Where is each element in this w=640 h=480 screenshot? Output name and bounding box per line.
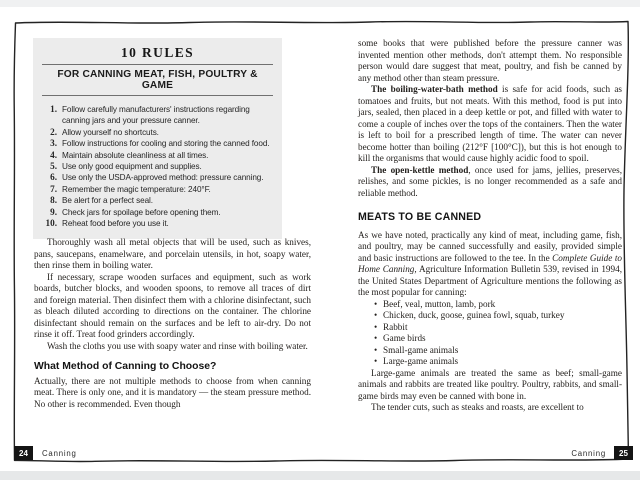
bullet-icon: • [374,333,378,343]
rule-text: Use only the USDA-approved method: pressure canning. [62,173,264,183]
list-item-text: Chicken, duck, goose, guinea fowl, squab, turkey [383,310,565,320]
rule-text: Follow instructions for cooling and storing the canned food. [62,139,270,149]
list-item-text: Small-game animals [383,344,459,355]
running-footer-right: Canning [571,449,606,458]
rule-text: Remember the magic temperature: 240°F. [62,184,211,194]
paragraph: Large-game animals are treated the same as beef; small-game animals and rabbits are treated like poultry. Poultry, rabbits, and small-game birds may even be canned with bone in. [358,367,622,401]
bold-lead: The boiling-water-bath method [371,84,498,94]
rule-text: Allow yourself no shortcuts. [62,127,159,137]
rule-number: 9. [50,206,57,217]
rule-item [41,218,274,229]
rules-box-subtitle: FOR CANNING MEAT, FISH, POULTRY & GAME [57,69,258,91]
rule-text: Reheat food before you use it. [62,219,169,229]
section-heading-method: What Method of Canning to Choose? [34,361,217,372]
book-title-italic: Complete Guide to Home Canning, [358,252,622,274]
paragraph: Wash the cloths you use with soapy water and rinse with boiling water. [47,340,308,351]
paragraph [358,165,622,200]
running-footer-left: Canning [42,449,77,458]
rule-number: 5. [50,161,57,172]
rule-item [41,150,274,161]
page-number-box-left [14,446,33,460]
list-item [374,333,622,345]
paragraph: Actually, there are not multiple methods to choose from when canning meat. There is only one, and it is mandatory — the steam pressure method. No other is recommended. Even though [34,375,311,409]
rule-number: 8. [50,195,57,206]
paragraph-text: is safe for acid foods, such as tomatoes and fruits, but not meats. With this method, food is put into jars, sealed, then placed in a deep kettle or pot, and filled with water to come a couple of inches over the tops of the containers. Then the water is left to boil for a prescribed length of time. The water can never become hotter than boiling (212°F [100°C]), but this is hot enough to kill the organisms that would cause highly acidic food to spoil. [358,84,623,163]
rules-list [41,104,274,229]
bold-lead: The open-kettle method [371,164,469,175]
rule-text: Be alert for a perfect seal. [62,196,153,206]
paragraph-text: Agriculture Information Bulletin 539, revised in 1994, the United States Department of Agriculture mentions the following as the most popular for canning: [358,264,622,297]
section-heading-meats: MEATS TO BE CANNED [358,211,482,223]
rule-item [41,207,274,218]
rule-item [41,138,274,149]
rule-text: Use only good equipment and supplies. [62,162,202,172]
rule-item [41,104,274,127]
paragraph: some books that were published before the pressure canner was invented mention other methods, don't attempt them. No responsible person would dare suggest that meat, poultry, and fish be canned by any method other than steam pressure. [358,38,622,83]
paragraph-text: , once used for jams, jellies, preserves, relishes, and some pickles, is no longer recommended as a safe and reliable method. [358,164,622,198]
list-item-text: Rabbit [383,321,408,332]
rule-number: 6. [50,172,57,183]
page-number: 25 [619,448,628,458]
list-item-text: Beef, veal, mutton, lamb, pork [383,298,496,309]
meats-bullet-list [358,299,622,368]
list-item-text: Game birds [383,333,426,343]
list-item [374,356,622,368]
rules-box [33,38,282,239]
rule-text: Maintain absolute cleanliness at all times. [62,150,209,160]
paragraph [358,230,622,299]
list-item [374,345,622,357]
list-item [374,310,622,322]
rule-number: 4. [50,149,57,160]
paragraph: If necessary, scrape wooden surfaces and equipment, such as work boards, butcher blocks, and wooden spoons, to remove all traces of dirt and foreign material. Then disinfect them with a chlorine disinfectant, such as bleach diluted according to directions on the container. The chlorine disinfectant should remain on the surfaces and be left to air-dry. Do not rinse it off. Treat food grinders accordingly. [34,271,311,339]
list-item-text: Large-game animals [383,356,459,366]
paragraph-text: As we have noted, practically any kind of meat, including game, fish, and poultry, may be canned successfully and easily, provided simple and basic instructions are followed to the tee. In the [358,229,622,263]
rule-item [41,195,274,206]
paragraph: Thoroughly wash all metal objects that will be used, such as knives, pans, saucepans, enamelware, and porcelain utensils, in hot, soapy water, then rinse them in boiling water. [34,237,311,270]
paragraph: The tender cuts, such as steaks and roasts, are excellent to [371,402,584,412]
bullet-icon: • [374,310,378,320]
bullet-icon: • [374,356,378,366]
rule-number: 3. [50,138,57,149]
rule-number: 10. [45,218,57,229]
scan-edge-top [0,0,640,7]
page-number-box-right [614,446,633,460]
paragraph [358,84,622,165]
divider-line [42,95,273,96]
bullet-icon: • [374,321,378,332]
rule-item [41,127,274,138]
page-number: 24 [19,448,28,458]
left-page-body [34,237,311,410]
rule-text: Follow carefully manufacturers' instructions regarding canning jars and your pressure canner. [62,105,250,126]
rules-box-title: 10 RULES [120,45,195,60]
scan-edge-bottom [0,471,640,480]
rule-item [41,172,274,183]
rule-text: Check jars for spoilage before opening them. [62,207,221,217]
rule-item [41,161,274,172]
rule-number: 7. [50,183,57,194]
right-page-body [358,38,622,414]
rule-number: 1. [50,104,57,114]
list-item [374,322,622,334]
divider-line [42,64,273,65]
rule-number: 2. [50,126,57,137]
bullet-icon: • [374,344,378,355]
list-item [374,299,622,311]
rule-item [41,184,274,195]
bullet-icon: • [374,298,378,309]
